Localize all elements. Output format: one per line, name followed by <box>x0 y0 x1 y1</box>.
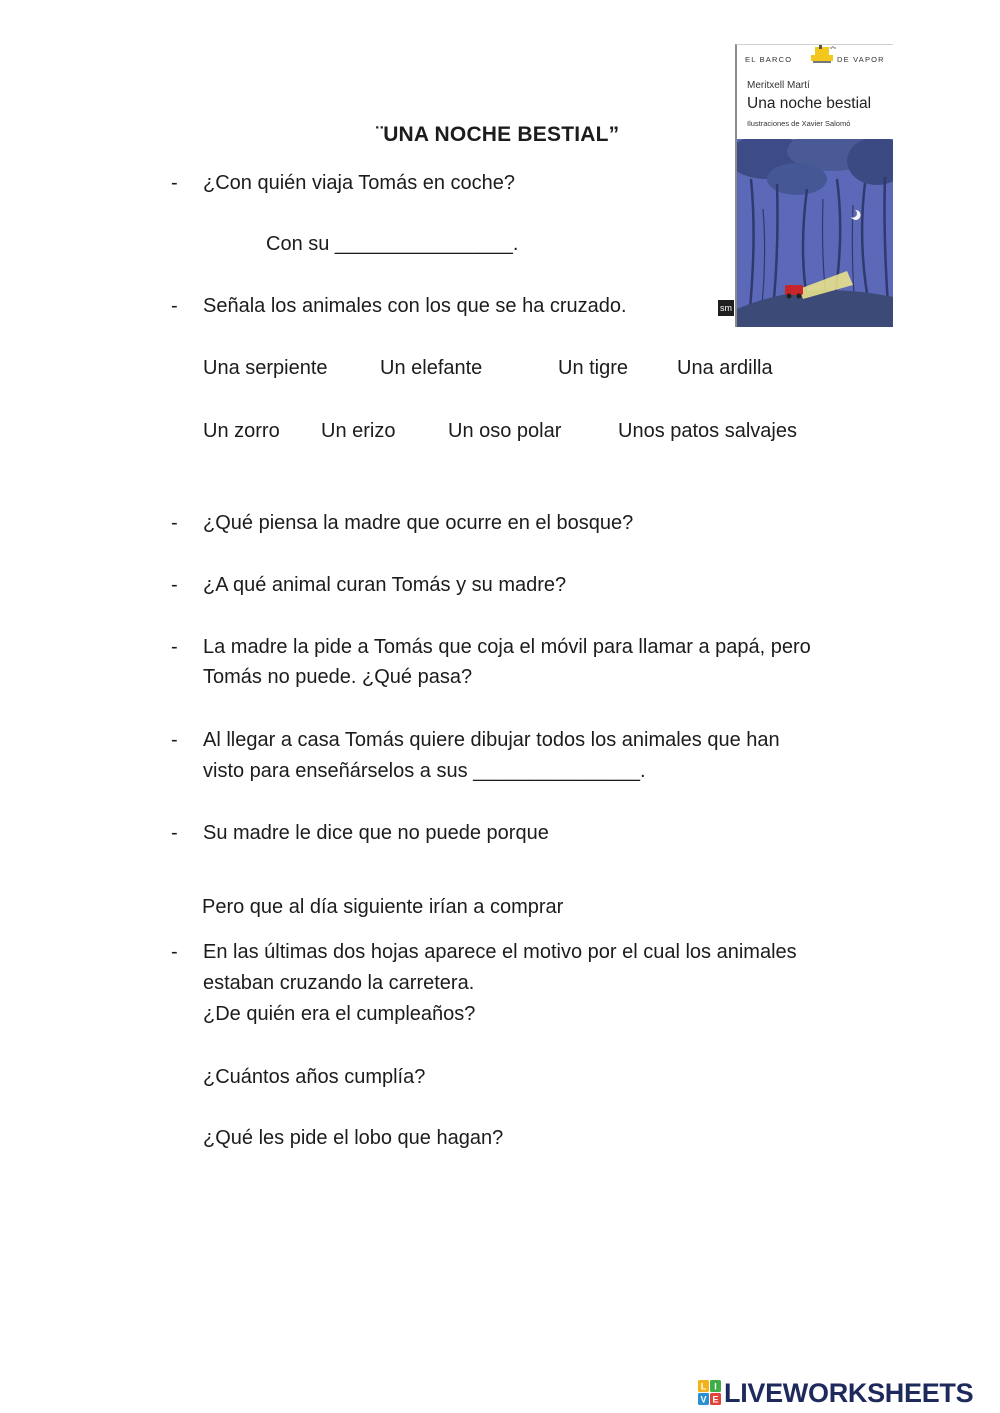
svg-text:V: V <box>700 1394 707 1405</box>
question-5-line-2: Tomás no puede. ¿Qué pasa? <box>203 666 473 688</box>
svg-text:L: L <box>700 1381 707 1392</box>
cover-title: Una noche bestial <box>747 95 872 112</box>
bullet-dash: - <box>171 574 178 596</box>
cover-series-left: EL BARCO <box>745 55 793 64</box>
question-2: Señala los animales con los que se ha cruzado. <box>203 295 627 317</box>
bullet-dash: - <box>171 729 178 751</box>
animal-option[interactable]: Un tigre <box>558 357 629 379</box>
question-5-line-1: La madre la pide a Tomás que coja el móvil para llamar a papá, pero <box>203 636 811 658</box>
bullet-dash: - <box>171 512 178 534</box>
question-7-line-2: Pero que al día siguiente irían a comprar <box>202 896 564 918</box>
question-7-line-1: Su madre le dice que no puede porque <box>203 822 549 844</box>
animal-option[interactable]: Una serpiente <box>203 357 328 379</box>
liveworksheets-wordmark: LIVEWORKSHEETS <box>724 1378 974 1408</box>
question-6-line-2: visto para enseñárselos a sus _______________. <box>203 760 646 782</box>
animal-option[interactable]: Un oso polar <box>448 420 562 442</box>
question-8-line-1: En las últimas dos hojas aparece el motivo por el cual los animales <box>203 941 797 963</box>
bullet-dash: - <box>171 636 178 658</box>
animal-option[interactable]: Unos patos salvajes <box>618 420 797 442</box>
book-cover-image <box>735 44 893 327</box>
steamboat-icon <box>805 45 837 65</box>
night-forest-illustration <box>737 139 893 327</box>
bullet-dash: - <box>171 295 178 317</box>
question-8-line-2: estaban cruzando la carretera. <box>203 972 475 994</box>
animal-option[interactable]: Un elefante <box>380 357 483 379</box>
svg-text:I: I <box>714 1381 717 1392</box>
question-8-line-5: ¿Qué les pide el lobo que hagan? <box>203 1127 504 1149</box>
svg-text:E: E <box>712 1394 719 1405</box>
bullet-dash: - <box>171 941 178 963</box>
publisher-badge: sm <box>718 300 734 316</box>
question-1: ¿Con quién viaja Tomás en coche? <box>203 172 516 194</box>
bullet-dash: - <box>171 822 178 844</box>
question-3: ¿Qué piensa la madre que ocurre en el bosque? <box>203 512 634 534</box>
bullet-dash: - <box>171 172 178 194</box>
animal-option[interactable]: Un zorro <box>203 420 280 442</box>
cover-illustrator: Ilustraciones de Xavier Salomó <box>747 119 851 128</box>
liveworksheets-logo-icon <box>698 1380 722 1406</box>
question-4: ¿A qué animal curan Tomás y su madre? <box>203 574 567 596</box>
question-6-line-1: Al llegar a casa Tomás quiere dibujar todos los animales que han <box>203 729 780 751</box>
cover-author: Meritxell Martí <box>747 80 810 91</box>
animal-option[interactable]: Un erizo <box>321 420 396 442</box>
question-8-line-4: ¿Cuántos años cumplía? <box>203 1066 426 1088</box>
answer-line-1: Con su ________________. <box>266 233 519 255</box>
worksheet-title: ¨UNA NOCHE BESTIAL” <box>376 123 620 146</box>
question-8-line-3: ¿De quién era el cumpleaños? <box>203 1003 476 1025</box>
animal-option[interactable]: Una ardilla <box>677 357 773 379</box>
cover-series-right: DE VAPOR <box>837 55 885 64</box>
